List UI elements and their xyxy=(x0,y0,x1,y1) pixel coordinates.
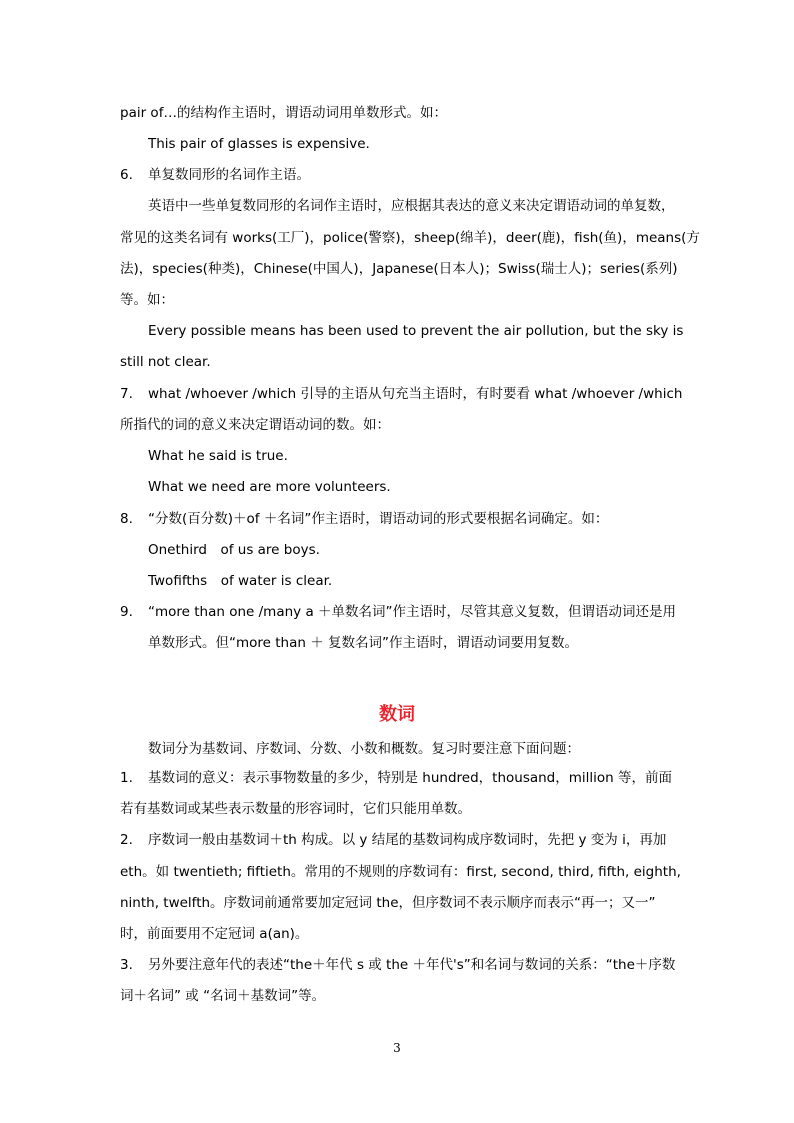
list-item-text: 另外要注意年代的表述“the＋年代 s 或 the ＋年代's”和名词与数词的关系：“the＋序数 xyxy=(148,957,676,973)
paragraph-line: 常见的这类名词有 works(工厂)，police(警察)，sheep(绵羊)，deer(鹿)，fish(鱼)，means(方 xyxy=(120,230,700,246)
list-number: 7. xyxy=(120,386,133,402)
example-sentence: still not clear. xyxy=(120,354,211,370)
paragraph-line: 若有基数词或某些表示数量的形容词时，它们只能用单数。 xyxy=(120,801,471,817)
list-item-text: “分数(百分数)＋of ＋名词”作主语时，谓语动词的形式要根据名词确定。如： xyxy=(148,511,609,527)
example-sentence: What we need are more volunteers. xyxy=(148,479,391,495)
paragraph-line: 单数形式。但“more than ＋ 复数名词”作主语时，谓语动词要用复数。 xyxy=(148,635,579,651)
example-sentence: This pair of glasses is expensive. xyxy=(148,136,370,152)
paragraph-line: 英语中一些单复数同形的名词作主语时，应根据其表达的意义来决定谓语动词的单复数， xyxy=(148,198,675,214)
list-item-text: 序数词一般由基数词＋th 构成。以 y 结尾的基数词构成序数词时，先把 y 变为 i，再加 xyxy=(148,832,667,848)
list-item-text: what /whoever /which 引导的主语从句充当主语时，有时要看 what /whoever /which xyxy=(148,386,683,402)
paragraph-line: 时，前面要用不定冠词 a(an)。 xyxy=(120,926,309,942)
list-item-7 xyxy=(120,384,683,404)
paragraph-line: 法)，species(种类)，Chinese(中国人)，Japanese(日本人)；Swiss(瑞士人)；series(系列) xyxy=(120,261,678,277)
list-number: 9. xyxy=(120,604,133,620)
page-number: 3 xyxy=(393,1041,401,1055)
list-item-6-title xyxy=(120,165,680,185)
paragraph-line: 所指代的词的意义来决定谓语动词的数。如： xyxy=(120,417,390,433)
list-item-9 xyxy=(120,602,680,622)
section-intro: 数词分为基数词、序数词、分数、小数和概数。复习时要注意下面问题： xyxy=(148,741,580,757)
paragraph-line: pair of…的结构作主语时，谓语动词用单数形式。如： xyxy=(120,105,447,121)
list-item-text: “more than one /many a ＋单数名词”作主语时，尽管其意义复数，但谓语动词还是用 xyxy=(148,604,677,620)
list-item-8 xyxy=(120,509,680,529)
list-item-text: 单复数同形的名词作主语。 xyxy=(148,167,310,183)
list-item-2 xyxy=(120,830,680,850)
example-sentence: Every possible means has been used to prevent the air pollution, but the sky is xyxy=(148,323,684,339)
example-sentence: What he said is true. xyxy=(148,448,288,464)
list-item-1 xyxy=(120,768,680,788)
list-item-text: 基数词的意义：表示事物数量的多少，特别是 hundred，thousand，million 等，前面 xyxy=(148,770,673,786)
paragraph-line: ninth, twelfth。序数词前通常要加定冠词 the，但序数词不表示顺序而表示“再一；又一” xyxy=(120,895,656,911)
list-number: 2. xyxy=(120,832,133,848)
example-sentence: Onethird of us are boys. xyxy=(148,542,320,558)
list-number: 6. xyxy=(120,167,133,183)
example-sentence: Twofifths of water is clear. xyxy=(148,573,333,589)
paragraph-line: 等。如： xyxy=(120,292,174,308)
section-heading: 数词 xyxy=(379,704,415,725)
list-number: 8. xyxy=(120,511,133,527)
paragraph-line: 词＋名词” 或 “名词＋基数词”等。 xyxy=(120,988,326,1004)
paragraph-line: eth。如 twentieth; fiftieth。常用的不规则的序数词有：first, second, third, fifth, eighth, xyxy=(120,864,681,880)
list-item-3 xyxy=(120,955,680,975)
list-number: 1. xyxy=(120,770,133,786)
list-number: 3. xyxy=(120,957,133,973)
